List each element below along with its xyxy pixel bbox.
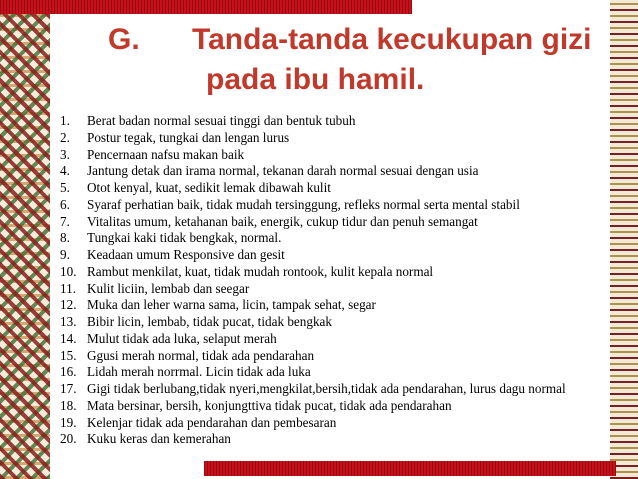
item-text: Bibir licin, lembab, tidak pucat, tidak bengkak bbox=[87, 314, 333, 329]
top-accent-bar bbox=[0, 0, 412, 14]
item-number: 13. bbox=[60, 314, 77, 329]
nutrition-signs-list bbox=[60, 113, 616, 448]
item-number: 18. bbox=[60, 397, 77, 413]
list-item bbox=[60, 331, 616, 348]
item-text: Otot kenyal, kuat, sedikit lemak dibawah kulit bbox=[87, 180, 331, 195]
item-text: Berat badan normal sesuai tinggi dan bentuk tubuh bbox=[87, 113, 356, 128]
list-item bbox=[60, 381, 616, 398]
item-number: 19. bbox=[60, 414, 77, 430]
item-number: 12. bbox=[60, 297, 77, 313]
list-item bbox=[60, 314, 616, 331]
list-item bbox=[60, 364, 616, 381]
list-item bbox=[60, 230, 616, 247]
item-text: Gigi tidak berlubang,tidak nyeri,mengkilat,bersih,tidak ada pendarahan, lurus dagu normal bbox=[87, 381, 566, 396]
item-text: Mata bersinar, bersih, konjungttiva tidak pucat, tidak ada pendarahan bbox=[87, 397, 452, 413]
list-item bbox=[60, 281, 616, 298]
item-text: Mulut tidak ada luka, selaput merah bbox=[87, 330, 277, 346]
item-text: Syaraf perhatian baik, tidak mudah tersinggung, refleks normal serta mental stabil bbox=[87, 196, 520, 212]
list-item bbox=[60, 180, 616, 197]
item-number: 10. bbox=[60, 263, 77, 279]
item-number: 1. bbox=[60, 113, 70, 128]
list-item bbox=[60, 113, 616, 130]
item-text: Keadaan umum Responsive dan gesit bbox=[87, 247, 285, 262]
item-number: 11. bbox=[60, 280, 76, 296]
item-text: Kelenjar tidak ada pendarahan dan pembesaran bbox=[87, 414, 337, 430]
item-number: 16. bbox=[60, 364, 77, 380]
heading-letter: G. bbox=[108, 23, 140, 56]
item-number: 14. bbox=[60, 330, 77, 346]
list-item bbox=[60, 247, 616, 264]
bottom-accent-bar bbox=[204, 461, 616, 476]
item-number: 3. bbox=[60, 146, 70, 162]
item-text: Tungkai kaki tidak bengkak, normal. bbox=[87, 230, 282, 246]
item-number: 7. bbox=[60, 213, 70, 229]
item-text: Vitalitas umum, ketahanan baik, energik, cukup tidur dan penuh semangat bbox=[87, 213, 478, 229]
item-number: 9. bbox=[60, 247, 70, 262]
list-item bbox=[60, 163, 616, 180]
item-text: Muka dan leher warna sama, licin, tampak sehat, segar bbox=[87, 297, 376, 313]
item-number: 15. bbox=[60, 347, 77, 363]
item-number: 20. bbox=[60, 431, 77, 447]
item-text: Jantung detak dan irama normal, tekanan darah normal sesuai dengan usia bbox=[87, 163, 479, 179]
slide-heading bbox=[108, 20, 608, 100]
item-number: 6. bbox=[60, 196, 70, 212]
item-text: Rambut menkilat, kuat, tidak mudah rontook, kulit kepala normal bbox=[87, 263, 434, 279]
list-item bbox=[60, 130, 616, 147]
heading-line-1: Tanda-tanda kecukupan gizi bbox=[192, 23, 592, 56]
item-number: 2. bbox=[60, 129, 70, 145]
list-item bbox=[60, 147, 616, 164]
list-item bbox=[60, 348, 616, 365]
list-item bbox=[60, 398, 616, 415]
item-number: 5. bbox=[60, 180, 70, 195]
list-item bbox=[60, 415, 616, 432]
heading-row-1 bbox=[108, 20, 608, 60]
item-text: Pencernaan nafsu makan baik bbox=[87, 146, 245, 162]
heading-line-2: pada ibu hamil. bbox=[206, 63, 425, 96]
item-text: Postur tegak, tungkai dan lengan lurus bbox=[87, 129, 290, 145]
item-number: 17. bbox=[60, 381, 77, 396]
decorative-left-border bbox=[0, 0, 50, 479]
list-item bbox=[60, 264, 616, 281]
list-item bbox=[60, 431, 616, 448]
item-number: 4. bbox=[60, 163, 70, 179]
list-item bbox=[60, 297, 616, 314]
list-item bbox=[60, 197, 616, 214]
item-text: Ggusi merah normal, tidak ada pendarahan bbox=[87, 347, 315, 363]
item-text: Kuku keras dan kemerahan bbox=[87, 431, 231, 447]
item-number: 8. bbox=[60, 230, 70, 246]
item-text: Lidah merah norrmal. Licin tidak ada luka bbox=[87, 364, 311, 380]
list-item bbox=[60, 214, 616, 231]
item-text: Kulit liciin, lembab dan seegar bbox=[87, 280, 250, 296]
